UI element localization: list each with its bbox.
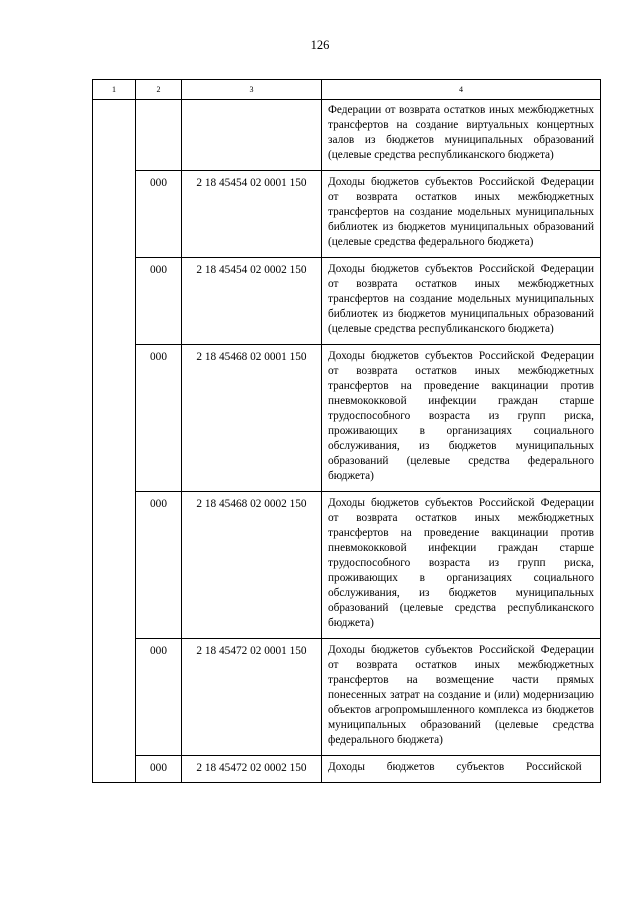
admin-code-cell: 000: [136, 756, 182, 783]
budget-code-cell: 2 18 45468 02 0002 150: [182, 492, 322, 639]
column-header-2: 2: [136, 80, 182, 100]
column-1-cell: [93, 100, 136, 783]
budget-codes-table: [92, 79, 601, 783]
budget-code-cell: [182, 100, 322, 171]
budget-code-cell: 2 18 45472 02 0002 150: [182, 756, 322, 783]
description-cell: Доходы бюджетов субъектов Российской Федерации от возврата остатков иных межбюджетных трансфертов на возмещение части прямых понесенных затрат на создание и (или) модернизацию объектов агропромышленного комплекса из бюджетов муниципальных образований (целевые средства федерального бюджета): [322, 639, 601, 756]
admin-code-cell: 000: [136, 345, 182, 492]
table-row: [93, 171, 601, 258]
budget-code-cell: 2 18 45454 02 0001 150: [182, 171, 322, 258]
admin-code-cell: 000: [136, 258, 182, 345]
table-row: [93, 100, 601, 171]
table-row: [93, 756, 601, 783]
table-row: [93, 639, 601, 756]
budget-code-cell: 2 18 45454 02 0002 150: [182, 258, 322, 345]
admin-code-cell: 000: [136, 492, 182, 639]
description-cell: Доходы бюджетов субъектов Российской Федерации от возврата остатков иных межбюджетных трансфертов на создание модельных муниципальных библиотек из бюджетов муниципальных образований (целевые средства федерального бюджета): [322, 171, 601, 258]
description-cell: Доходы бюджетов субъектов Российской Федерации от возврата остатков иных межбюджетных трансфертов на создание модельных муниципальных библиотек из бюджетов муниципальных образований (целевые средства республиканского бюджета): [322, 258, 601, 345]
budget-code-cell: 2 18 45472 02 0001 150: [182, 639, 322, 756]
column-header-3: 3: [182, 80, 322, 100]
column-header-4: 4: [322, 80, 601, 100]
budget-code-cell: 2 18 45468 02 0001 150: [182, 345, 322, 492]
table-row: [93, 258, 601, 345]
table-header-row: [93, 80, 601, 100]
column-header-1: 1: [93, 80, 136, 100]
description-cell: Доходы бюджетов субъектов Российской Федерации от возврата остатков иных межбюджетных трансфертов на проведение вакцинации против пневмококковой инфекции граждан старше трудоспособного возраста из групп риска, проживающих в организациях социального обслуживания, из бюджетов муниципальных образований (целевые средства республиканского бюджета): [322, 492, 601, 639]
table-row: [93, 345, 601, 492]
admin-code-cell: 000: [136, 639, 182, 756]
admin-code-cell: 000: [136, 171, 182, 258]
description-cell: Доходы бюджетов субъектов Российской: [322, 756, 601, 783]
page-number: 126: [310, 38, 330, 52]
description-cell: Доходы бюджетов субъектов Российской Федерации от возврата остатков иных межбюджетных трансфертов на проведение вакцинации против пневмококковой инфекции граждан старше трудоспособного возраста из групп риска, проживающих в организациях социального обслуживания, из бюджетов муниципальных образований (целевые средства федерального бюджета): [322, 345, 601, 492]
description-cell: Федерации от возврата остатков иных межбюджетных трансфертов на создание виртуальных концертных залов из бюджетов муниципальных образований (целевые средства республиканского бюджета): [322, 100, 601, 171]
admin-code-cell: [136, 100, 182, 171]
table-row: [93, 492, 601, 639]
